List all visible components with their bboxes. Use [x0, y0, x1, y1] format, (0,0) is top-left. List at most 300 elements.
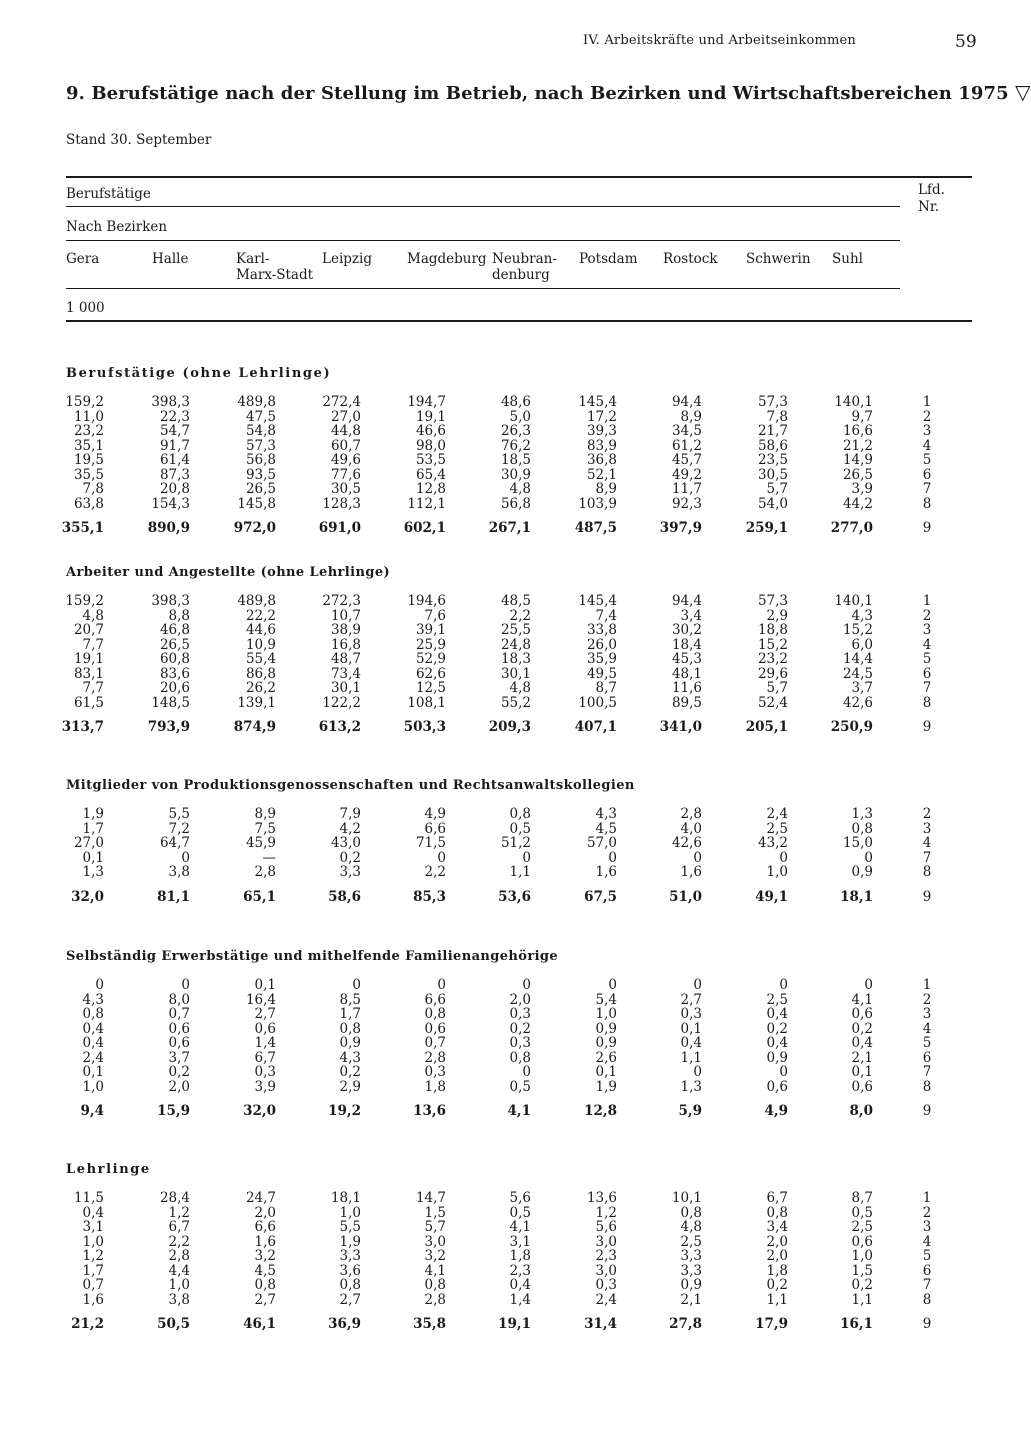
table-cell: 2,8 [424, 1291, 446, 1308]
table-cell: 0,6 [851, 1006, 873, 1023]
table-cell: 0 [181, 849, 190, 866]
table-cell: 46,8 [159, 622, 190, 639]
table-cell: 8,7 [595, 680, 617, 697]
table-cell: 112,1 [407, 495, 446, 512]
table-cell: 2,7 [680, 991, 702, 1008]
lfd-nr-cell: 9 [922, 1316, 932, 1333]
table-cell: 28,4 [159, 1190, 190, 1206]
lfd-nr-cell: 6 [922, 1049, 932, 1066]
table-cell: 7,9 [339, 806, 361, 822]
table-cell: 0 [693, 1064, 702, 1081]
table-cell: 4,8 [82, 607, 104, 624]
section-heading: Berufstätige (ohne Lehrlinge) [66, 366, 332, 381]
table-cell: 2,2 [424, 864, 446, 881]
table-cell: 38,9 [330, 622, 361, 639]
table-cell: 57,3 [757, 394, 788, 410]
table-row [0, 680, 1024, 695]
table-row [0, 1219, 1024, 1234]
table-cell: 12,5 [415, 680, 446, 697]
table-cell: 159,2 [65, 593, 104, 609]
lfd-nr-cell: 1 [922, 394, 932, 410]
table-cell: 5,7 [766, 481, 788, 498]
table-cell: 56,8 [500, 495, 531, 512]
table-row [0, 806, 1024, 821]
table-cell: 18,1 [840, 888, 873, 905]
table-cell: 19,1 [415, 408, 446, 425]
header-rule-2 [66, 240, 900, 241]
table-cell: 27,8 [669, 1316, 702, 1333]
table-cell: 398,3 [151, 593, 190, 609]
table-cell: 0,9 [339, 1035, 361, 1052]
table-cell: 57,0 [586, 835, 617, 852]
table-cell: 2,7 [339, 1291, 361, 1308]
table-cell: 1,1 [680, 1049, 702, 1066]
table-cell: 8,9 [680, 408, 702, 425]
table-cell: 0 [779, 1064, 788, 1081]
table-cell: 0,2 [339, 1064, 361, 1081]
table-cell: 8,7 [851, 1190, 873, 1206]
table-cell: 20,8 [159, 481, 190, 498]
table-cell: 0,9 [680, 1277, 702, 1294]
table-cell: 7,7 [82, 680, 104, 697]
table-cell: 61,2 [671, 437, 702, 454]
table-cell: 209,3 [488, 719, 531, 736]
table-cell: 1,8 [509, 1248, 531, 1265]
table-cell: 1,7 [82, 820, 104, 837]
table-cell: 0,5 [509, 1078, 531, 1095]
table-cell: 43,2 [757, 835, 788, 852]
table-cell: 140,1 [834, 593, 873, 609]
table-cell: 60,7 [330, 437, 361, 454]
table-cell: 2,3 [595, 1248, 617, 1265]
table-cell: 94,4 [671, 593, 702, 609]
table-row [0, 666, 1024, 681]
table-row [0, 409, 1024, 424]
table-row [0, 637, 1024, 652]
table-row [0, 835, 1024, 850]
table-row [0, 1064, 1024, 1079]
table-cell: 2,0 [509, 991, 531, 1008]
table-cell: 31,4 [584, 1316, 617, 1333]
table-cell: 205,1 [745, 719, 788, 736]
table-cell: 15,9 [157, 1103, 190, 1120]
table-cell: 23,2 [757, 651, 788, 668]
table-cell: 1,0 [595, 1006, 617, 1023]
table-cell: 0,7 [168, 1006, 190, 1023]
table-cell: 3,9 [254, 1078, 276, 1095]
table-cell: 47,5 [245, 408, 276, 425]
table-cell: 49,5 [586, 665, 617, 682]
table-cell: 0,4 [851, 1035, 873, 1052]
table-cell: 7,4 [595, 607, 617, 624]
table-cell: 122,2 [322, 694, 361, 711]
district-header [407, 251, 487, 267]
table-cell: 21,2 [71, 1316, 104, 1333]
table-cell: 0,2 [851, 1020, 873, 1037]
table-cell: 6,6 [424, 820, 446, 837]
lfd-nr-cell: 1 [922, 593, 932, 609]
header-rule-1 [66, 206, 900, 207]
table-row [0, 821, 1024, 836]
table-cell: 0,1 [851, 1064, 873, 1081]
table-cell: 1,0 [82, 1078, 104, 1095]
table-cell: 5,6 [509, 1190, 531, 1206]
district-header [746, 251, 811, 267]
table-cell: 52,9 [415, 651, 446, 668]
table-cell: 20,6 [159, 680, 190, 697]
table-cell: 3,3 [680, 1262, 702, 1279]
table-cell: 16,6 [842, 423, 873, 440]
lfd-nr-cell: 7 [922, 481, 932, 498]
table-cell: 5,5 [339, 1219, 361, 1236]
table-cell: 19,1 [73, 651, 104, 668]
table-row [0, 850, 1024, 865]
table-cell: 0,3 [509, 1035, 531, 1052]
lfd-nr-cell: 4 [922, 835, 932, 852]
table-cell: 0,4 [82, 1020, 104, 1037]
table-cell: 148,5 [151, 694, 190, 711]
table-cell: 14,7 [415, 1190, 446, 1206]
table-cell: 85,3 [413, 888, 446, 905]
table-cell: 36,9 [328, 1316, 361, 1333]
table-cell: 0,4 [82, 1035, 104, 1052]
table-cell: 32,0 [71, 888, 104, 905]
lfd-nr-cell: 4 [922, 1020, 932, 1037]
table-row [0, 1248, 1024, 1263]
unit-label: 1 000 [66, 300, 105, 316]
table-cell: 58,6 [328, 888, 361, 905]
table-cell: 0,6 [851, 1233, 873, 1250]
table-cell: 52,1 [586, 466, 617, 483]
table-row [0, 481, 1024, 496]
table-row [0, 1277, 1024, 1292]
table-cell: 91,7 [159, 437, 190, 454]
table-cell: 13,6 [413, 1103, 446, 1120]
table-total-row [0, 719, 1024, 734]
table-cell: 1,6 [680, 864, 702, 881]
district-header-line1: Schwerin [746, 251, 811, 267]
table-cell: 1,2 [82, 1248, 104, 1265]
table-cell: 2,7 [254, 1291, 276, 1308]
table-cell: 2,4 [595, 1291, 617, 1308]
table-cell: 61,5 [73, 694, 104, 711]
district-header [152, 251, 188, 267]
table-cell: 398,3 [151, 394, 190, 410]
table-cell: 43,0 [330, 835, 361, 852]
lfd-nr-cell: 8 [922, 1291, 932, 1308]
table-cell: 154,3 [151, 495, 190, 512]
table-cell: 62,6 [415, 665, 446, 682]
table-subtitle: Stand 30. September [66, 132, 212, 148]
table-cell: 0,4 [766, 1006, 788, 1023]
table-cell: 14,9 [842, 452, 873, 469]
table-cell: 0,8 [339, 1020, 361, 1037]
table-cell: 86,8 [245, 665, 276, 682]
table-cell: 2,3 [509, 1262, 531, 1279]
district-header [579, 251, 638, 267]
table-cell: 2,9 [339, 1078, 361, 1095]
header-berufstaetige: Berufstätige [66, 186, 151, 202]
table-cell: 2,0 [254, 1204, 276, 1221]
table-cell: 0 [864, 977, 873, 993]
table-cell: 2,5 [680, 1233, 702, 1250]
table-row [0, 992, 1024, 1007]
table-cell: 3,8 [168, 864, 190, 881]
table-cell: 76,2 [500, 437, 531, 454]
table-cell: 3,1 [509, 1233, 531, 1250]
table-cell: 3,4 [766, 1219, 788, 1236]
lfd-nr-cell: 3 [922, 1219, 932, 1236]
section-running-header: IV. Arbeitskräfte und Arbeitseinkommen [583, 33, 857, 48]
table-cell: 0 [95, 977, 104, 993]
table-row [0, 452, 1024, 467]
table-cell: 3,2 [424, 1248, 446, 1265]
table-cell: 0 [608, 977, 617, 993]
table-cell: 1,0 [168, 1277, 190, 1294]
table-cell: 3,0 [424, 1233, 446, 1250]
table-cell: 0 [693, 977, 702, 993]
table-cell: 27,0 [330, 408, 361, 425]
lfd-nr-cell: 2 [922, 991, 932, 1008]
table-row [0, 622, 1024, 637]
table-cell: 503,3 [403, 719, 446, 736]
table-cell: 0,8 [82, 1006, 104, 1023]
table-title-text: 9. Berufstätige nach der Stellung im Betrieb, nach Bezirken und Wirtschaftsbereichen 1975 [66, 83, 1009, 104]
table-row [0, 438, 1024, 453]
lfd-nr-cell: 5 [922, 1035, 932, 1052]
table-cell: 2,6 [595, 1049, 617, 1066]
table-cell: 250,9 [830, 719, 873, 736]
table-cell: 0,8 [424, 1277, 446, 1294]
table-cell: 44,2 [842, 495, 873, 512]
lfd-nr-cell: 6 [922, 1262, 932, 1279]
table-cell: 2,7 [254, 1006, 276, 1023]
lfd-nr-cell: 8 [922, 864, 932, 881]
table-cell: 0,6 [168, 1035, 190, 1052]
table-cell: 22,2 [245, 607, 276, 624]
table-cell: 2,4 [82, 1049, 104, 1066]
table-cell: 30,5 [757, 466, 788, 483]
table-row [0, 1292, 1024, 1307]
table-cell: 35,1 [73, 437, 104, 454]
table-cell: 48,7 [330, 651, 361, 668]
table-cell: 0 [437, 977, 446, 993]
table-cell: 0,2 [168, 1064, 190, 1081]
district-header [236, 251, 313, 283]
table-cell: 0,3 [254, 1064, 276, 1081]
lfd-nr-cell: 4 [922, 636, 932, 653]
table-cell: 26,0 [586, 636, 617, 653]
table-cell: 3,1 [82, 1219, 104, 1236]
table-cell: 0,2 [766, 1277, 788, 1294]
table-cell: 54,0 [757, 495, 788, 512]
table-cell: 51,2 [500, 835, 531, 852]
table-cell: 6,6 [424, 991, 446, 1008]
table-row [0, 593, 1024, 608]
table-cell: 1,2 [168, 1204, 190, 1221]
table-row [0, 864, 1024, 879]
table-cell: 10,9 [245, 636, 276, 653]
table-cell: 17,9 [755, 1316, 788, 1333]
table-cell: 18,4 [671, 636, 702, 653]
table-cell: 2,0 [766, 1248, 788, 1265]
table-cell: 19,1 [498, 1316, 531, 1333]
table-cell: 92,3 [671, 495, 702, 512]
table-cell: 0,8 [851, 820, 873, 837]
table-cell: 3,8 [168, 1291, 190, 1308]
table-cell: 81,1 [157, 888, 190, 905]
lfd-nr-cell: 2 [922, 408, 932, 425]
table-cell: 23,2 [73, 423, 104, 440]
table-cell: 21,2 [842, 437, 873, 454]
table-cell: 489,8 [237, 593, 276, 609]
table-cell: 54,8 [245, 423, 276, 440]
table-cell: 0 [522, 849, 531, 866]
table-row [0, 1190, 1024, 1205]
table-cell: 0,4 [766, 1035, 788, 1052]
table-cell: 1,5 [851, 1262, 873, 1279]
table-cell: 4,9 [764, 1103, 788, 1120]
table-cell: 487,5 [574, 520, 617, 537]
table-cell: 0,3 [424, 1064, 446, 1081]
table-cell: 0,1 [595, 1064, 617, 1081]
table-cell: 3,3 [339, 864, 361, 881]
table-cell: 63,8 [73, 495, 104, 512]
table-cell: 7,7 [82, 636, 104, 653]
table-cell: 0,5 [509, 1204, 531, 1221]
table-cell: 2,8 [254, 864, 276, 881]
table-cell: 30,2 [671, 622, 702, 639]
table-cell: 22,3 [159, 408, 190, 425]
table-cell: 45,3 [671, 651, 702, 668]
district-header-line1: Suhl [832, 251, 863, 267]
lfd-nr-cell: 9 [922, 1103, 932, 1120]
table-row [0, 496, 1024, 511]
district-header-line1: Karl- [236, 251, 270, 267]
table-cell: 44,6 [245, 622, 276, 639]
table-cell: 128,3 [322, 495, 361, 512]
table-cell: 0,2 [339, 849, 361, 866]
table-cell: 26,2 [245, 680, 276, 697]
table-cell: 4,9 [424, 806, 446, 822]
table-cell: 15,0 [842, 835, 873, 852]
table-cell: 0,3 [509, 1006, 531, 1023]
table-cell: 6,6 [254, 1219, 276, 1236]
table-cell: 1,2 [595, 1204, 617, 1221]
table-cell: 2,0 [766, 1233, 788, 1250]
table-cell: 60,8 [159, 651, 190, 668]
table-cell: 2,4 [766, 806, 788, 822]
table-cell: 44,8 [330, 423, 361, 440]
table-cell: 46,1 [243, 1316, 276, 1333]
table-cell: 16,4 [245, 991, 276, 1008]
table-cell: 0,3 [680, 1006, 702, 1023]
table-cell: 145,8 [237, 495, 276, 512]
table-cell: 0 [437, 849, 446, 866]
table-total-row [0, 520, 1024, 535]
lfd-nr-cell: 8 [922, 694, 932, 711]
table-cell: 1,6 [82, 1291, 104, 1308]
table-cell: 0,8 [680, 1204, 702, 1221]
table-cell: 1,8 [766, 1262, 788, 1279]
table-total-row [0, 1103, 1024, 1118]
table-cell: 49,6 [330, 452, 361, 469]
table-cell: 18,8 [757, 622, 788, 639]
district-header-line1: Magdeburg [407, 251, 487, 267]
lfd-nr-cell: 9 [922, 520, 932, 537]
table-cell: 93,5 [245, 466, 276, 483]
table-cell: 0,8 [339, 1277, 361, 1294]
table-cell: 61,4 [159, 452, 190, 469]
table-cell: 8,8 [168, 607, 190, 624]
table-cell: 51,0 [669, 888, 702, 905]
lfd-nr-cell: 7 [922, 1277, 932, 1294]
table-cell: 341,0 [659, 719, 702, 736]
table-cell: 32,0 [243, 1103, 276, 1120]
table-cell: 24,5 [842, 665, 873, 682]
section-heading: Lehrlinge [66, 1162, 151, 1177]
triangle-icon: ▽ [1015, 80, 1031, 104]
table-cell: 30,9 [500, 466, 531, 483]
table-cell: 4,3 [82, 991, 104, 1008]
table-cell: 26,5 [159, 636, 190, 653]
table-cell: 0 [522, 977, 531, 993]
table-cell: 0,6 [766, 1078, 788, 1095]
district-header [832, 251, 863, 267]
table-cell: 39,3 [586, 423, 617, 440]
table-cell: 145,4 [578, 394, 617, 410]
table-cell: 65,1 [243, 888, 276, 905]
table-cell: 3,0 [595, 1233, 617, 1250]
table-cell: 0,8 [509, 1049, 531, 1066]
table-cell: 2,5 [766, 820, 788, 837]
table-cell: 2,8 [424, 1049, 446, 1066]
table-cell: 4,3 [595, 806, 617, 822]
table-cell: 489,8 [237, 394, 276, 410]
table-cell: 46,6 [415, 423, 446, 440]
district-header-line1: Potsdam [579, 251, 638, 267]
table-cell: 2,0 [168, 1078, 190, 1095]
header-top-rule [66, 176, 972, 178]
table-cell: 13,6 [586, 1190, 617, 1206]
table-cell: 3,2 [254, 1248, 276, 1265]
table-cell: 53,6 [498, 888, 531, 905]
table-cell: 0,6 [851, 1078, 873, 1095]
table-row [0, 1079, 1024, 1094]
table-cell: 2,5 [766, 991, 788, 1008]
lfd-nr-cell: 8 [922, 495, 932, 512]
table-cell: 0,8 [424, 1006, 446, 1023]
table-cell: 48,5 [500, 593, 531, 609]
lfd-nr-cell: 7 [922, 680, 932, 697]
table-cell: 35,5 [73, 466, 104, 483]
table-row [0, 1006, 1024, 1021]
table-cell: 83,6 [159, 665, 190, 682]
table-cell: 2,1 [680, 1291, 702, 1308]
table-cell: 0,7 [424, 1035, 446, 1052]
table-cell: 0,1 [82, 849, 104, 866]
district-header-line2: denburg [492, 267, 550, 283]
table-cell: 2,2 [168, 1233, 190, 1250]
header-rule-3 [66, 288, 900, 289]
table-cell: 4,3 [339, 1049, 361, 1066]
table-cell: 6,7 [254, 1049, 276, 1066]
header-lfd-nr-line1: Lfd. [918, 182, 945, 198]
table-cell: 48,6 [500, 394, 531, 410]
lfd-nr-cell: 3 [922, 423, 932, 440]
lfd-nr-cell: 8 [922, 1078, 932, 1095]
table-cell: 1,9 [595, 1078, 617, 1095]
